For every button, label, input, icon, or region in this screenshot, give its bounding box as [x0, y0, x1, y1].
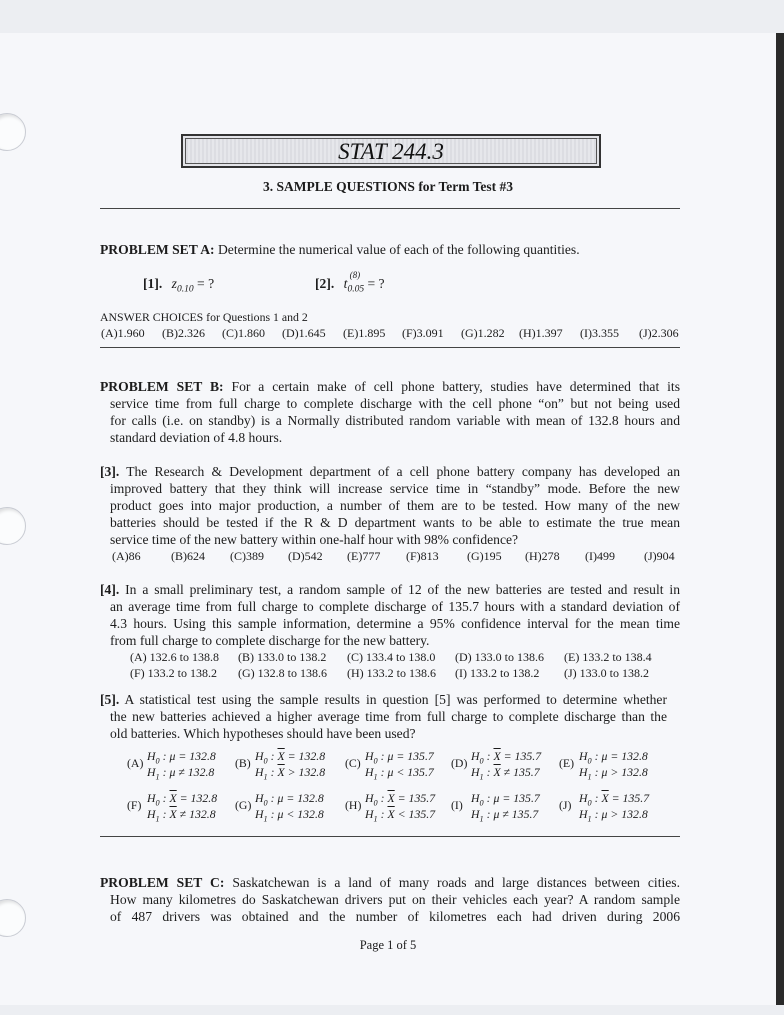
hypothesis-label: (H) — [345, 798, 362, 812]
hypothesis-index: 0 — [373, 798, 378, 808]
hypothesis-index: 0 — [155, 756, 160, 766]
q5-line-3: old batteries. Which hypotheses should have been used? — [110, 726, 416, 741]
hypothesis-symbol: H — [255, 791, 264, 805]
divider-top — [100, 208, 680, 209]
binder-hole-bottom — [0, 899, 26, 937]
hypothesis-index: 0 — [479, 756, 484, 766]
sample-mean-symbol: $\overline{X}$ — [493, 765, 501, 779]
hypothesis-index: 1 — [373, 772, 378, 782]
answer-choice: (E)1.895 — [343, 326, 386, 340]
set-c-intro-text-1: Saskatchewan is a land of many roads and large distances between cities. — [232, 875, 680, 890]
hypothesis-label: (D) — [451, 756, 468, 770]
set-b-intro-line-2: service time from full charge to complete discharge with the cell phone “on” but not being used — [110, 396, 680, 411]
hypothesis-symbol: H — [147, 807, 156, 821]
answer-choice: (B)624 — [171, 549, 205, 563]
answer-choice: (D)1.645 — [282, 326, 326, 340]
q4-line-4: from full charge to complete discharge for the new battery. — [110, 633, 430, 648]
hypothesis-statement: μ ≠ 135.7 — [493, 807, 539, 821]
hypothesis-colon: : — [159, 765, 170, 779]
set-c-intro-line-3: of 487 drivers was obtained and the number of kilometres each had driven during 2006 — [110, 909, 680, 924]
alternative-hypothesis — [365, 807, 435, 826]
hypothesis-label: (G) — [235, 798, 252, 812]
hypothesis-index: 0 — [587, 756, 592, 766]
sample-mean-symbol: $\overline{X}$ — [601, 791, 609, 805]
answer-choice: (C)1.860 — [222, 326, 265, 340]
answer-choice: (B)2.326 — [162, 326, 205, 340]
hypothesis-colon: : — [591, 807, 602, 821]
answer-choice: (H)1.397 — [519, 326, 563, 340]
alternative-hypothesis — [471, 765, 540, 784]
set-a-intro — [100, 242, 700, 259]
hypothesis-statement: μ = 132.8 — [277, 791, 324, 805]
answer-choice: (F)813 — [406, 549, 439, 563]
hypothesis-symbol: H — [365, 807, 374, 821]
hypothesis-colon: : — [377, 791, 388, 805]
hypothesis-label: (J) — [559, 798, 572, 812]
hypothesis-colon: : — [483, 807, 494, 821]
question-2 — [315, 270, 385, 298]
answer-choice: (H) 133.2 to 138.6 — [347, 666, 436, 680]
q5-line-2: the new batteries achieved a higher average time from full charge to complete discharge than the — [110, 709, 667, 724]
set-c-intro-line-1 — [100, 875, 680, 892]
divider-b — [100, 836, 680, 837]
hypothesis-colon: : — [591, 765, 602, 779]
hypothesis-statement: ≠ 135.7 — [500, 765, 540, 779]
hypothesis-statement: = 135.7 — [394, 791, 436, 805]
hypothesis-statement: μ < 132.8 — [277, 807, 324, 821]
q1-subscript: 0.10 — [176, 284, 194, 295]
answer-choice: (G)1.282 — [461, 326, 505, 340]
hypothesis-index: 1 — [155, 814, 160, 824]
answer-choice: (C)389 — [230, 549, 264, 563]
q1-symbol: z — [171, 276, 177, 291]
binder-hole-top — [0, 113, 26, 151]
hypothesis-colon: : — [483, 765, 494, 779]
hypothesis-statement: μ > 132.8 — [601, 807, 648, 821]
hypothesis-colon: : — [267, 807, 278, 821]
q5-text-1: A statistical test using the sample results in question [5] was performed to determine whether — [124, 692, 667, 707]
hypothesis-symbol: H — [147, 791, 156, 805]
q3-line-3: product goes into major production, a number of them are to be tested. How many of the new — [110, 498, 680, 513]
set-b-intro-line-1 — [100, 379, 680, 396]
alternative-hypothesis — [255, 807, 324, 826]
hypothesis-index: 1 — [587, 772, 592, 782]
hypothesis-index: 1 — [155, 772, 160, 782]
hypothesis-symbol: H — [471, 749, 480, 763]
q2-t: t — [343, 276, 348, 291]
alternative-hypothesis — [365, 765, 434, 784]
answer-choice: (F) 133.2 to 138.2 — [130, 666, 217, 680]
hypothesis-label: (B) — [235, 756, 251, 770]
q4-label: [4]. — [100, 582, 120, 597]
alternative-hypothesis — [255, 765, 325, 784]
hypothesis-symbol: H — [365, 791, 374, 805]
hypothesis-symbol: H — [471, 765, 480, 779]
hypothesis-symbol: H — [255, 749, 264, 763]
hypothesis-symbol: H — [579, 749, 588, 763]
hypothesis-statement: μ < 135.7 — [387, 765, 434, 779]
subtitle: 3. SAMPLE QUESTIONS for Term Test #3 — [263, 179, 513, 194]
q3-label: [3]. — [100, 464, 120, 479]
answer-choice: (F)3.091 — [402, 326, 444, 340]
hypothesis-colon: : — [377, 749, 388, 763]
answer-choice: (B) 133.0 to 138.2 — [238, 650, 327, 664]
hypothesis-statement: < 135.7 — [394, 807, 436, 821]
set-a-heading: PROBLEM SET A: — [100, 242, 215, 257]
hypothesis-statement: μ ≠ 132.8 — [169, 765, 215, 779]
hypothesis-label: (E) — [559, 756, 575, 770]
answer-choice: (H)278 — [525, 549, 560, 563]
q1-tail: = ? — [193, 276, 215, 291]
hypothesis-label: (F) — [127, 798, 142, 812]
hypothesis-colon: : — [267, 765, 278, 779]
hypothesis-colon: : — [377, 807, 388, 821]
alternative-hypothesis — [579, 807, 648, 826]
hypothesis-colon: : — [591, 749, 602, 763]
q3-line-1 — [100, 464, 680, 481]
hypothesis-colon: : — [267, 791, 278, 805]
answer-choice: (A)86 — [112, 549, 141, 563]
hypothesis-index: 0 — [587, 798, 592, 808]
alternative-hypothesis — [147, 807, 216, 826]
q4-line-1 — [100, 582, 680, 599]
title-box — [181, 134, 601, 168]
answer-choice: (D)542 — [288, 549, 323, 563]
answer-choice: (I) 133.2 to 138.2 — [455, 666, 540, 680]
hypothesis-statement: > 132.8 — [284, 765, 326, 779]
q2-label: [2]. — [315, 276, 335, 291]
hypothesis-index: 0 — [263, 798, 268, 808]
hypothesis-index: 1 — [263, 814, 268, 824]
hypothesis-statement: = 135.7 — [500, 749, 542, 763]
q4-text-1: In a small preliminary test, a random sample of 12 of the new batteries are tested and result in — [125, 582, 681, 597]
hypothesis-statement: μ = 132.8 — [169, 749, 216, 763]
hypothesis-colon: : — [159, 749, 170, 763]
q2-superscript: (8) — [349, 270, 361, 280]
hypothesis-index: 0 — [263, 756, 268, 766]
hypothesis-symbol: H — [579, 807, 588, 821]
hypothesis-statement: ≠ 132.8 — [176, 807, 216, 821]
divider-a — [100, 347, 680, 348]
answer-choice: (A) 132.6 to 138.8 — [130, 650, 219, 664]
sample-mean-symbol: $\overline{X}$ — [387, 791, 395, 805]
hypothesis-label: (I) — [451, 798, 463, 812]
q5-label: [5]. — [100, 692, 120, 707]
hypothesis-symbol: H — [365, 765, 374, 779]
hypothesis-symbol: H — [471, 791, 480, 805]
sample-mean-symbol: $\overline{X}$ — [169, 807, 177, 821]
hypothesis-statement: μ = 132.8 — [601, 749, 648, 763]
document-page — [0, 33, 778, 1005]
hypothesis-label: (C) — [345, 756, 361, 770]
question-1 — [143, 276, 214, 298]
set-c-heading: PROBLEM SET C: — [100, 875, 225, 890]
binder-hole-middle — [0, 507, 26, 545]
hypothesis-symbol: H — [255, 765, 264, 779]
set-b-intro-line-3: for calls (i.e. on standby) is a Normally distributed random variable with mean of 132.8 hours and — [110, 413, 680, 428]
q5-line-1 — [100, 692, 667, 709]
q3-line-4: batteries should be tested if the R & D department wants to be able to estimate the true mean — [110, 515, 680, 530]
answer-choice: (G) 132.8 to 138.6 — [238, 666, 327, 680]
q2-tail: = ? — [364, 276, 385, 291]
hypothesis-statement: μ > 132.8 — [601, 765, 648, 779]
hypothesis-colon: : — [483, 791, 494, 805]
sample-mean-symbol: $\overline{X}$ — [277, 765, 285, 779]
alternative-hypothesis — [579, 765, 648, 784]
hypothesis-symbol: H — [147, 765, 156, 779]
answer-choice: (E)777 — [347, 549, 381, 563]
q4-line-3: 4.3 hours. Using this sample information, determine a 95% confidence interval for the mean time — [110, 616, 680, 631]
course-title: STAT 244.3 — [338, 139, 444, 164]
answer-choice: (G)195 — [467, 549, 502, 563]
answer-choice: (J) 133.0 to 138.2 — [564, 666, 649, 680]
q3-text-1: The Research & Development department of a cell phone battery company has developed an — [126, 464, 680, 479]
hypothesis-symbol: H — [579, 765, 588, 779]
hypothesis-symbol: H — [579, 791, 588, 805]
hypothesis-index: 1 — [263, 772, 268, 782]
set-b-intro-text-1: For a certain make of cell phone battery, studies have determined that its — [231, 379, 680, 394]
q4-line-2: an average time from full charge to complete discharge of 135.7 hours with a standard deviation of — [110, 599, 680, 614]
answer-choice: (D) 133.0 to 138.6 — [455, 650, 544, 664]
hypothesis-index: 0 — [373, 756, 378, 766]
sample-mean-symbol: $\overline{X}$ — [493, 749, 501, 763]
hypothesis-symbol: H — [147, 749, 156, 763]
hypothesis-index: 0 — [155, 798, 160, 808]
sample-mean-symbol: $\overline{X}$ — [277, 749, 285, 763]
hypothesis-index: 1 — [373, 814, 378, 824]
answer-choice: (I)3.355 — [580, 326, 619, 340]
answer-choice: (E) 133.2 to 138.4 — [564, 650, 652, 664]
hypothesis-index: 0 — [479, 798, 484, 808]
hypothesis-symbol: H — [365, 749, 374, 763]
set-a-intro-text: Determine the numerical value of each of the following quantities. — [217, 242, 580, 257]
hypothesis-colon: : — [159, 791, 170, 805]
answer-choice: (A)1.960 — [101, 326, 145, 340]
answer-choice: (C) 133.4 to 138.0 — [347, 650, 436, 664]
hypothesis-statement: = 135.7 — [608, 791, 650, 805]
q2-subscript: 0.05 — [347, 284, 365, 295]
answer-choice: (I)499 — [585, 549, 615, 563]
hypothesis-statement: = 132.8 — [176, 791, 218, 805]
q2-symbol — [343, 270, 361, 291]
hypothesis-index: 1 — [587, 814, 592, 824]
hypothesis-colon: : — [267, 749, 278, 763]
hypothesis-colon: : — [377, 765, 388, 779]
hypothesis-colon: : — [591, 791, 602, 805]
q3-line-2: improved battery that they think will increase service time in “standby” mode. Before the new — [110, 481, 680, 496]
answer-choice: (J)2.306 — [639, 326, 679, 340]
scan-edge — [776, 33, 784, 1005]
alternative-hypothesis — [471, 807, 538, 826]
sample-mean-symbol: $\overline{X}$ — [387, 807, 395, 821]
hypothesis-symbol: H — [471, 807, 480, 821]
hypothesis-label: (A) — [127, 756, 144, 770]
sample-mean-symbol: $\overline{X}$ — [169, 791, 177, 805]
set-b-intro-line-4: standard deviation of 4.8 hours. — [110, 430, 283, 445]
page-footer: Page 1 of 5 — [359, 938, 417, 952]
answer-choices-caption: ANSWER CHOICES for Questions 1 and 2 — [100, 310, 308, 324]
q1-label: [1]. — [143, 276, 163, 291]
q3-line-5: service time of the new battery within one-half hour with 98% confidence? — [110, 532, 519, 547]
set-b-heading: PROBLEM SET B: — [100, 379, 224, 394]
hypothesis-index: 1 — [479, 814, 484, 824]
hypothesis-colon: : — [483, 749, 494, 763]
hypothesis-index: 1 — [479, 772, 484, 782]
hypothesis-symbol: H — [255, 807, 264, 821]
hypothesis-colon: : — [159, 807, 170, 821]
hypothesis-statement: μ = 135.7 — [387, 749, 434, 763]
alternative-hypothesis — [147, 765, 214, 784]
hypothesis-statement: = 132.8 — [284, 749, 326, 763]
answer-choice: (J)904 — [644, 549, 675, 563]
set-c-intro-line-2: How many kilometres do Saskatchewan drivers put on their vehicles each year? A random sample — [110, 892, 680, 907]
hypothesis-statement: μ = 135.7 — [493, 791, 540, 805]
